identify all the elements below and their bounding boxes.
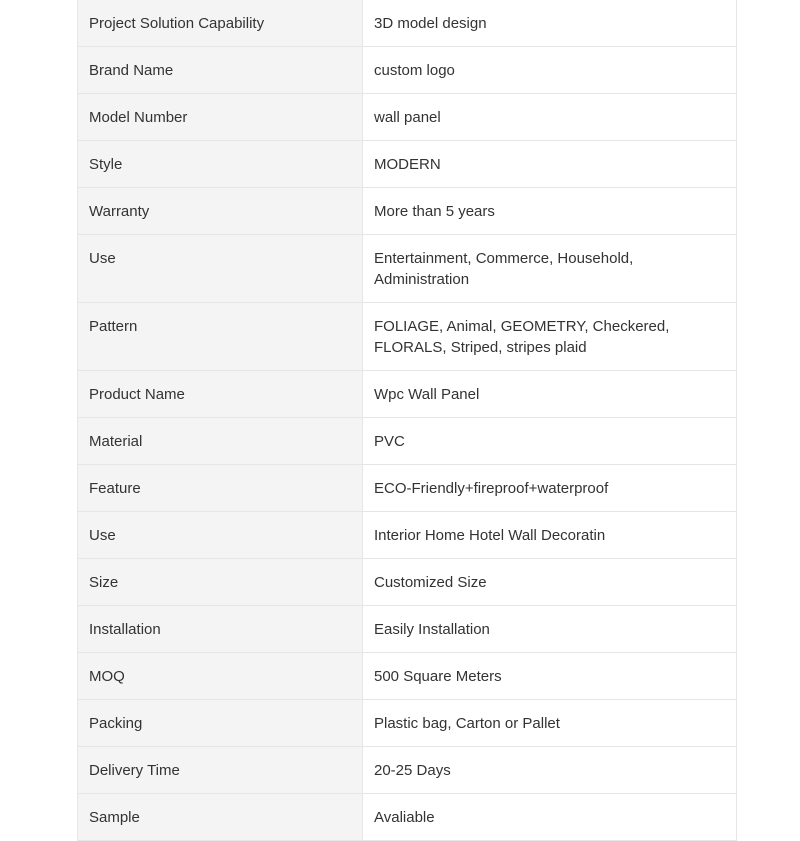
spec-value: Plastic bag, Carton or Pallet [363, 700, 737, 747]
table-row [78, 653, 737, 700]
table-row [78, 747, 737, 794]
spec-key: Use [78, 512, 363, 559]
table-row [78, 465, 737, 512]
spec-key: Installation [78, 606, 363, 653]
spec-key: Style [78, 141, 363, 188]
spec-value: Avaliable [363, 794, 737, 841]
table-row [78, 141, 737, 188]
spec-value: ECO-Friendly+fireproof+waterproof [363, 465, 737, 512]
table-row [78, 512, 737, 559]
spec-value: FOLIAGE, Animal, GEOMETRY, Checkered, FLORALS, Striped, stripes plaid [363, 303, 737, 371]
spec-key: Sample [78, 794, 363, 841]
spec-key: Warranty [78, 188, 363, 235]
table-row [78, 94, 737, 141]
spec-value: custom logo [363, 47, 737, 94]
spec-value: 3D model design [363, 0, 737, 47]
spec-key: Brand Name [78, 47, 363, 94]
spec-key: Material [78, 418, 363, 465]
spec-value: Wpc Wall Panel [363, 371, 737, 418]
spec-key: Packing [78, 700, 363, 747]
table-row [78, 0, 737, 47]
spec-table [77, 0, 737, 841]
spec-key: MOQ [78, 653, 363, 700]
spec-key: Project Solution Capability [78, 0, 363, 47]
spec-key: Size [78, 559, 363, 606]
spec-value: Interior Home Hotel Wall Decoratin [363, 512, 737, 559]
spec-key: Model Number [78, 94, 363, 141]
spec-value: Entertainment, Commerce, Household, Administration [363, 235, 737, 303]
table-row [78, 794, 737, 841]
table-row [78, 188, 737, 235]
spec-key: Pattern [78, 303, 363, 371]
spec-key: Product Name [78, 371, 363, 418]
spec-value: MODERN [363, 141, 737, 188]
spec-table-container [77, 0, 737, 841]
spec-value: Easily Installation [363, 606, 737, 653]
table-row [78, 418, 737, 465]
spec-value: 20-25 Days [363, 747, 737, 794]
spec-key: Feature [78, 465, 363, 512]
spec-value: 500 Square Meters [363, 653, 737, 700]
table-row [78, 303, 737, 371]
table-row [78, 559, 737, 606]
table-row [78, 371, 737, 418]
spec-value: PVC [363, 418, 737, 465]
spec-value: Customized Size [363, 559, 737, 606]
table-row [78, 235, 737, 303]
table-row [78, 606, 737, 653]
table-row [78, 700, 737, 747]
spec-key: Delivery Time [78, 747, 363, 794]
spec-key: Use [78, 235, 363, 303]
spec-value: wall panel [363, 94, 737, 141]
table-row [78, 47, 737, 94]
spec-value: More than 5 years [363, 188, 737, 235]
